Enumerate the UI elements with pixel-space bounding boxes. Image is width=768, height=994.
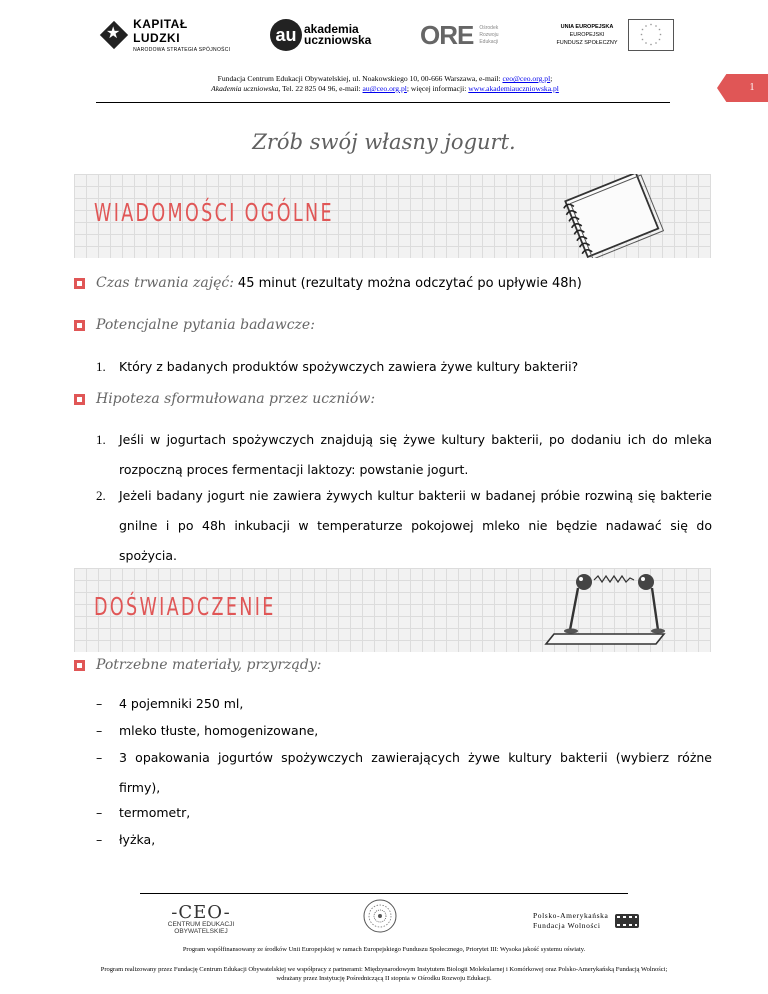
svg-text:*: * <box>650 23 652 28</box>
paw-film-icon <box>614 910 640 932</box>
duration-label: Czas trwania zajęć: <box>96 275 234 291</box>
duration-item <box>74 275 582 291</box>
svg-text:*: * <box>658 28 661 33</box>
footer-partners-line1: Program realizowany przez Fundację Centrum Edukacji Obywatelskiej we współpracy z partnerami: Międzynarodowym Instytutem Biologii Molekularnej i Komórkowej oraz Polsko-Amerykańską Fundacją Wolności; <box>100 966 668 973</box>
kapital-ludzki-mark-icon: ★ <box>100 21 127 49</box>
dash-marker: – <box>96 723 103 738</box>
svg-text:*: * <box>655 24 657 30</box>
ore-logo <box>420 12 515 58</box>
questions-label: Potencjalne pytania badawcze: <box>96 317 315 333</box>
dash-marker: – <box>96 696 103 711</box>
ceo-mark: -CEO- <box>171 902 231 923</box>
akademia-line2: uczniowska <box>304 33 372 47</box>
website-link[interactable]: www.akademiauczniowska.pl <box>468 84 559 93</box>
material-text: termometr, <box>119 805 191 820</box>
akademia-name: Akademia uczniowska <box>211 84 279 93</box>
svg-text:*: * <box>641 28 644 33</box>
section-banner-experiment <box>74 568 711 652</box>
bullet-square-icon <box>74 660 85 671</box>
notebook-icon <box>544 174 674 258</box>
header-address <box>100 74 670 94</box>
kapital-ludzki-logo <box>100 12 235 58</box>
ceo-logo <box>146 902 256 935</box>
svg-text:*: * <box>641 38 644 43</box>
header-divider <box>96 102 670 103</box>
footer-funding-note: Program współfinansowany ze środków Unii Europejskiej w ramach Europejskiego Funduszu Społecznego, Priorytet III: Wysoka jakość systemu oświaty. <box>182 946 586 953</box>
eu-line2: EUROPEJSKI <box>569 32 605 38</box>
material-item <box>96 825 712 855</box>
materials-label: Potrzebne materiały, przyrządy: <box>96 657 322 673</box>
akademia-uczniowska-logo <box>270 12 380 58</box>
dash-marker: – <box>96 805 103 820</box>
footer-divider <box>140 893 628 894</box>
page-number: 1 <box>749 82 755 93</box>
ore-line3: Edukacji <box>479 38 499 45</box>
material-text: 4 pojemniki 250 ml, <box>119 696 244 711</box>
address-line2-more: ; więcej informacji: <box>406 84 469 93</box>
eu-flag-icon <box>628 19 674 51</box>
ore-line1: Ośrodek <box>479 24 499 31</box>
hypothesis-2-text: Jeżeli badany jogurt nie zawiera żywych kultur bakterii w badanej próbie rozwiną się bakterie gnilne i po 48h inkubacji w temperaturze pokojowej mleko nie będzie nadawać się do spożycia. <box>119 488 712 563</box>
material-item <box>96 716 712 746</box>
kapital-ludzki-subtitle: NARODOWA STRATEGIA SPÓJNOŚCI <box>133 47 231 53</box>
svg-text:*: * <box>645 41 647 47</box>
bullet-square-icon <box>74 320 85 331</box>
svg-text:*: * <box>655 41 657 47</box>
paw-logo <box>533 910 643 932</box>
eu-logo <box>552 12 682 58</box>
duration-value: 45 minut (rezultaty można odczytać po upływie 48h) <box>237 275 582 291</box>
hypothesis-label: Hipoteza sformułowana przez uczniów: <box>96 391 376 407</box>
material-text: 3 opakowania jogurtów spożywczych zawierających żywe kultury bakterii (wybierz różne firmy), <box>119 750 712 795</box>
au-email-link[interactable]: au@ceo.org.pl <box>362 84 407 93</box>
footer-partners-note <box>40 965 728 983</box>
bullet-square-icon <box>74 278 85 289</box>
svg-text:*: * <box>645 24 647 30</box>
hypothesis-1-text: Jeśli w jogurtach spożywczych znajdują się żywe kultury bakterii, po dodaniu ich do mleka rozpoczną proces fermentacji laktozy: powstanie jogurt. <box>119 432 712 477</box>
ceo-email-link[interactable]: ceo@ceo.org.pl <box>502 74 551 83</box>
svg-text:*: * <box>640 33 643 38</box>
section-banner-general <box>74 174 711 258</box>
electric-spheres-icon <box>544 568 684 652</box>
footer-partners-line2: wdrażany przez Instytucję Pośredniczącą II stopnia w Ośrodku Rozwoju Edukacji. <box>276 975 492 982</box>
svg-text:*: * <box>650 43 652 48</box>
page-title: Zrób swój własny jogurt. <box>252 130 516 154</box>
material-item <box>96 689 712 719</box>
bullet-square-icon <box>74 394 85 405</box>
eu-line1: UNIA EUROPEJSKA <box>560 24 614 30</box>
ceo-name: CENTRUM EDUKACJI OBYWATELSKIEJ <box>167 921 235 935</box>
materials-item <box>74 657 321 673</box>
section-heading-experiment: DOŚWIADCZENIE <box>94 592 276 621</box>
dash-marker: – <box>96 750 103 765</box>
au-mark-icon: au <box>270 19 302 51</box>
material-text: łyżka, <box>119 832 156 847</box>
hypothesis-1-number: 1. <box>96 432 106 447</box>
svg-text:*: * <box>659 33 662 38</box>
svg-text:*: * <box>658 38 661 43</box>
material-text: mleko tłuste, homogenizowane, <box>119 723 319 738</box>
question-text: Który z badanych produktów spożywczych zawiera żywe kultury bakterii? <box>119 359 579 374</box>
material-item <box>96 743 712 803</box>
question-item <box>96 352 712 382</box>
material-item <box>96 798 712 828</box>
kapital-ludzki-name: KAPITAŁ LUDZKI <box>133 17 188 45</box>
hypothesis-2 <box>96 481 712 571</box>
ore-line2: Rozwoju <box>479 31 499 38</box>
question-number: 1. <box>96 359 106 374</box>
address-line1-suffix: ; <box>550 74 553 83</box>
paw-line1: Polsko-Amerykańska <box>533 911 609 920</box>
paw-line2: Fundacja Wolności <box>533 921 601 930</box>
hypothesis-1 <box>96 425 712 485</box>
dash-marker: – <box>96 832 103 847</box>
institute-seal-icon <box>362 898 398 934</box>
hypothesis-2-number: 2. <box>96 488 106 503</box>
section-heading-general: WIADOMOŚCI OGÓLNE <box>94 198 334 227</box>
page-number-tab <box>717 74 768 102</box>
akademia-line1: akademia <box>304 22 359 36</box>
questions-item <box>74 317 315 333</box>
address-line1-text: Fundacja Centrum Edukacji Obywatelskiej, ul. Noakowskiego 10, 00-666 Warszawa, e-mail: <box>217 74 503 83</box>
eu-line3: FUNDUSZ SPOŁECZNY <box>556 40 618 46</box>
hypothesis-item <box>74 391 375 407</box>
ore-mark-icon: ORE <box>420 19 474 50</box>
address-line2-text: , Tel. 22 825 04 96, e-mail: <box>278 84 363 93</box>
header-logos <box>0 12 768 60</box>
